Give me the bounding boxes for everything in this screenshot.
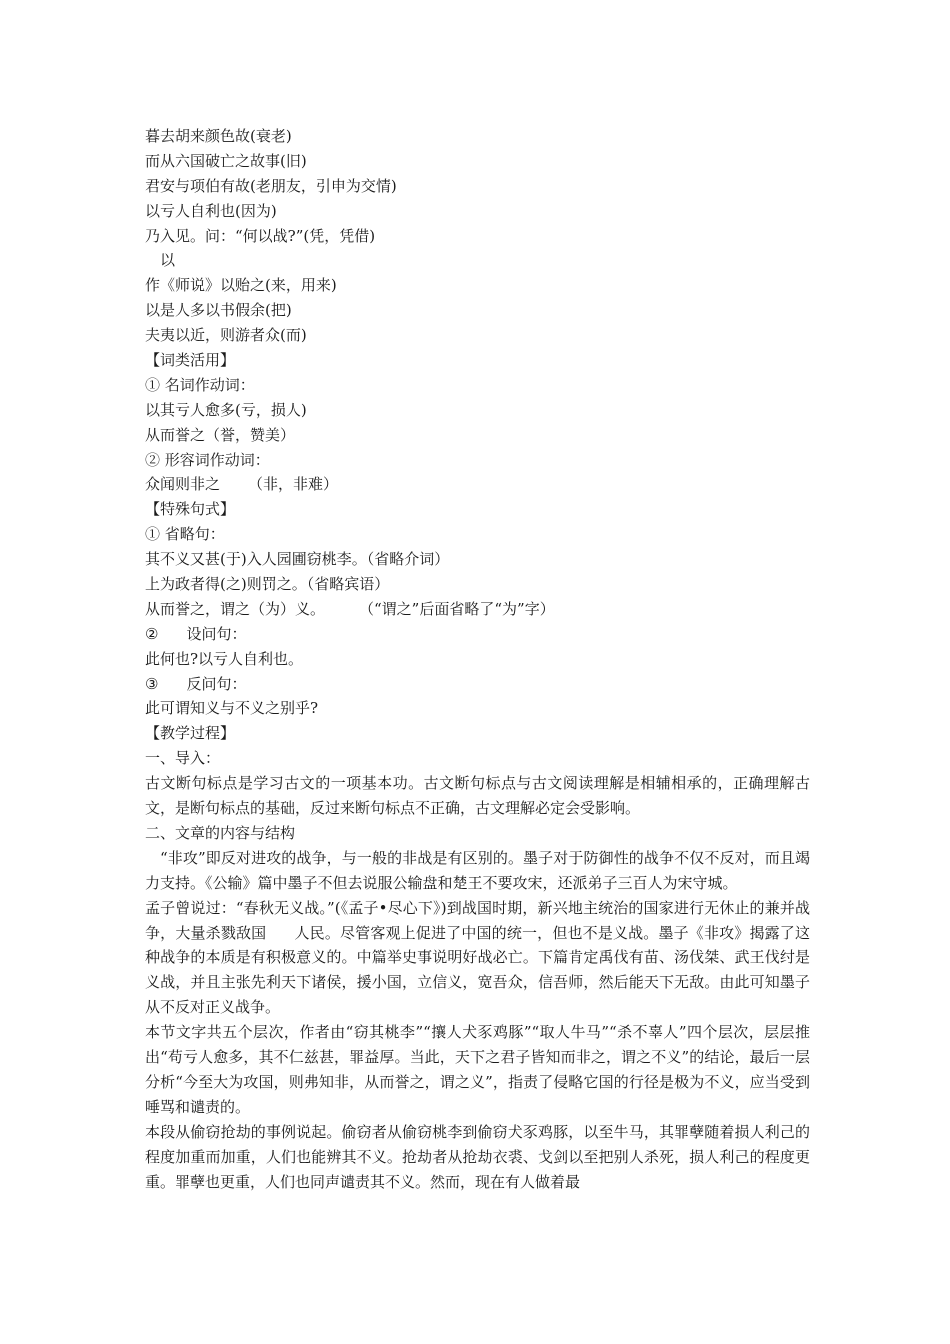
text-line: 上为政者得(之)则罚之。（省略宾语）: [145, 575, 390, 594]
text-segment: 孟子曾说过：“春秋无义战。”(《孟子•尽心下》)到战国时期，新兴地主统治的国家进行无休止的兼并战争，大量杀戮敌国: [145, 898, 810, 942]
text-line: [145, 672, 810, 697]
section-heading: 【教学过程】: [145, 724, 236, 743]
text-line: 以其亏人愈多(亏，损人): [145, 400, 307, 419]
text-segment: 人民。尽管客观上促进了中国的统一，但也不是义战。墨子《非攻》揭露了这种战争的本质是有积极意义的。中篇举史事说明好战必亡。下篇肯定禹伐有苗、汤伐桀、武王伐纣是义战，并且主张先利天下诸侯，援小国，立信义，宽吾众，信吾师，然后能天下无敌。由此可知墨子从不反对正义战争。: [145, 923, 810, 1017]
text-line: 暮去胡来颜色故(衰老): [145, 127, 292, 145]
paragraph: [145, 896, 810, 1021]
text-segment: 众闻则非之: [145, 475, 221, 494]
text-segment: ③: [145, 674, 159, 693]
section-heading: 【词类活用】: [145, 351, 236, 370]
text-segment: （“谓之”后面省略了“为”字）: [359, 599, 555, 618]
text-line: 夫夷以近，则游者众(而): [145, 326, 307, 345]
text-line: 君安与项伯有故(老朋友，引申为交情): [145, 176, 397, 195]
text-line: 以是人多以书假余(把): [145, 301, 292, 320]
paragraph: “非攻”即反对进攻的战争，与一般的非战是有区别的。墨子对于防御性的战争不仅不反对，而且竭力支持。《公输》篇中墨子不但去说服公输盘和楚王不要攻宋，还派弟子三百人为宋守城。: [145, 848, 810, 892]
paragraph: 古文断句标点是学习古文的一项基本功。古文断句标点与古文阅读理解是相辅相承的，正确理解古文，是断句标点的基础，反过来断句标点不正确，古文理解必定会受影响。: [145, 774, 810, 818]
text-line: 其不义又甚(于)入人园圃窃桃李。（省略介词）: [145, 550, 450, 569]
text-line: ① 省略句：: [145, 525, 225, 544]
text-line: 作《师说》以贻之(来，用来): [145, 276, 337, 295]
text-line: 二、文章的内容与结构: [145, 823, 296, 842]
text-line: 以: [160, 251, 176, 270]
text-line: [145, 597, 810, 622]
paragraph: 本段从偷窃抢劫的事例说起。偷窃者从偷窃桃李到偷窃犬豕鸡豚，以至牛马，其罪孽随着损人利己的程度加重而加重，人们也能辨其不义。抢劫者从抢劫衣裘、戈剑以至把别人杀死，损人利己的程度更重。罪孽也更重，人们也同声谴责其不义。然而，现在有人做着最: [145, 1122, 810, 1191]
text-line: ② 形容词作动词：: [145, 450, 270, 469]
text-line: [145, 472, 810, 497]
document-page: [145, 124, 810, 1195]
text-line: 而从六国破亡之故事(旧): [145, 151, 307, 170]
text-line: ① 名词作动词：: [145, 375, 255, 394]
text-line: 以亏人自利也(因为): [145, 201, 277, 220]
text-segment: 设问句：: [186, 624, 247, 643]
section-heading: 【特殊句式】: [145, 500, 236, 519]
text-line: 乃入见。问：“何以战?”(凭，凭借): [145, 226, 376, 245]
text-segment: （非，非难）: [248, 475, 339, 494]
text-line: 此可谓知义与不义之别乎?: [145, 699, 319, 718]
text-segment: 从而誉之，谓之（为）义。: [145, 599, 326, 618]
text-line: 此何也?以亏人自利也。: [145, 649, 304, 668]
text-line: [145, 622, 810, 647]
paragraph: 本节文字共五个层次，作者由“窃其桃李”“攘人犬豕鸡豚”“取人牛马”“杀不辜人”四个层次，层层推出“苟亏人愈多，其不仁兹甚，罪益厚。当此，天下之君子皆知而非之，谓之不义”的结论，最后一层分析“今至大为攻国，则弗知非，从而誉之，谓之义”，指责了侵略它国的行径是极为不义，应当受到唾骂和谴责的。: [145, 1023, 810, 1116]
text-line: 一、导入：: [145, 749, 221, 768]
text-segment: 反问句：: [186, 674, 247, 693]
text-segment: ②: [145, 624, 159, 643]
text-line: 从而誉之（誉，赞美）: [145, 425, 296, 444]
